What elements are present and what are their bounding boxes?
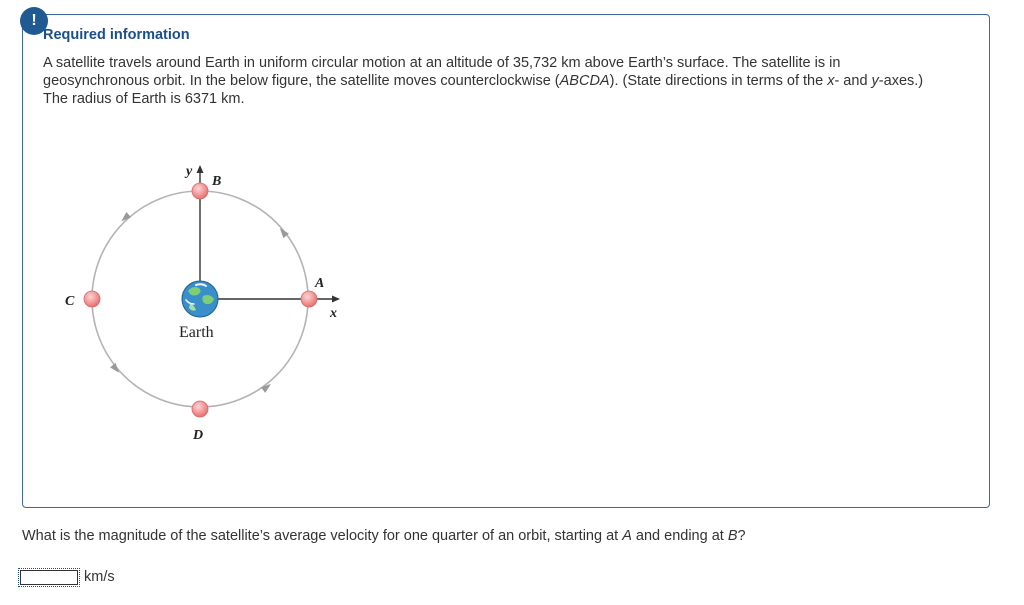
problem-text-2: ). (State directions in terms of the xyxy=(609,73,828,89)
problem-text-1: A satellite travels around Earth in uniform circular motion at an altitude of 35,732 km above Earth’s surface. The satellite is in geosynchronous orbit. In the below figure, the satellite moves counterclockwise ( xyxy=(43,55,841,89)
label-y-axis: y xyxy=(186,164,193,179)
question-text-1: What is the magnitude of the satellite’s average velocity for one quarter of an orbit, starting at xyxy=(22,528,623,544)
problem-text-y: y xyxy=(871,73,879,89)
orbit-arrow-sw xyxy=(110,363,122,375)
problem-text-3: - and xyxy=(834,73,872,89)
satellite-a xyxy=(301,291,317,307)
alert-icon: ! xyxy=(20,7,48,35)
y-axis-arrow xyxy=(197,165,204,173)
label-c: C xyxy=(65,294,75,309)
satellite-b xyxy=(192,183,208,199)
satellite-d xyxy=(192,401,208,417)
problem-text-4: -axes.) The radius of Earth is 6371 km. xyxy=(43,73,924,107)
satellite-c xyxy=(84,291,100,307)
problem-text-path: ABCDA xyxy=(559,73,610,89)
problem-statement xyxy=(43,54,933,108)
earth-icon xyxy=(182,281,218,317)
panel-title: Required information xyxy=(43,27,190,43)
label-d: D xyxy=(193,428,204,443)
label-a: A xyxy=(315,276,325,291)
label-earth: Earth xyxy=(179,324,214,341)
question-text-2: and ending at xyxy=(631,528,728,544)
answer-row xyxy=(18,566,115,588)
x-axis-arrow xyxy=(332,296,340,303)
question-text xyxy=(22,528,746,544)
unit-label: km/s xyxy=(84,569,115,585)
question-point-end: B xyxy=(727,528,738,544)
answer-input[interactable] xyxy=(18,568,80,587)
label-x-axis: x xyxy=(330,306,337,321)
problem-text-x: x xyxy=(827,73,835,89)
orbit-figure xyxy=(56,152,356,452)
question-text-3: ? xyxy=(737,528,746,544)
question-point-start: A xyxy=(622,528,632,544)
label-b: B xyxy=(212,174,222,189)
